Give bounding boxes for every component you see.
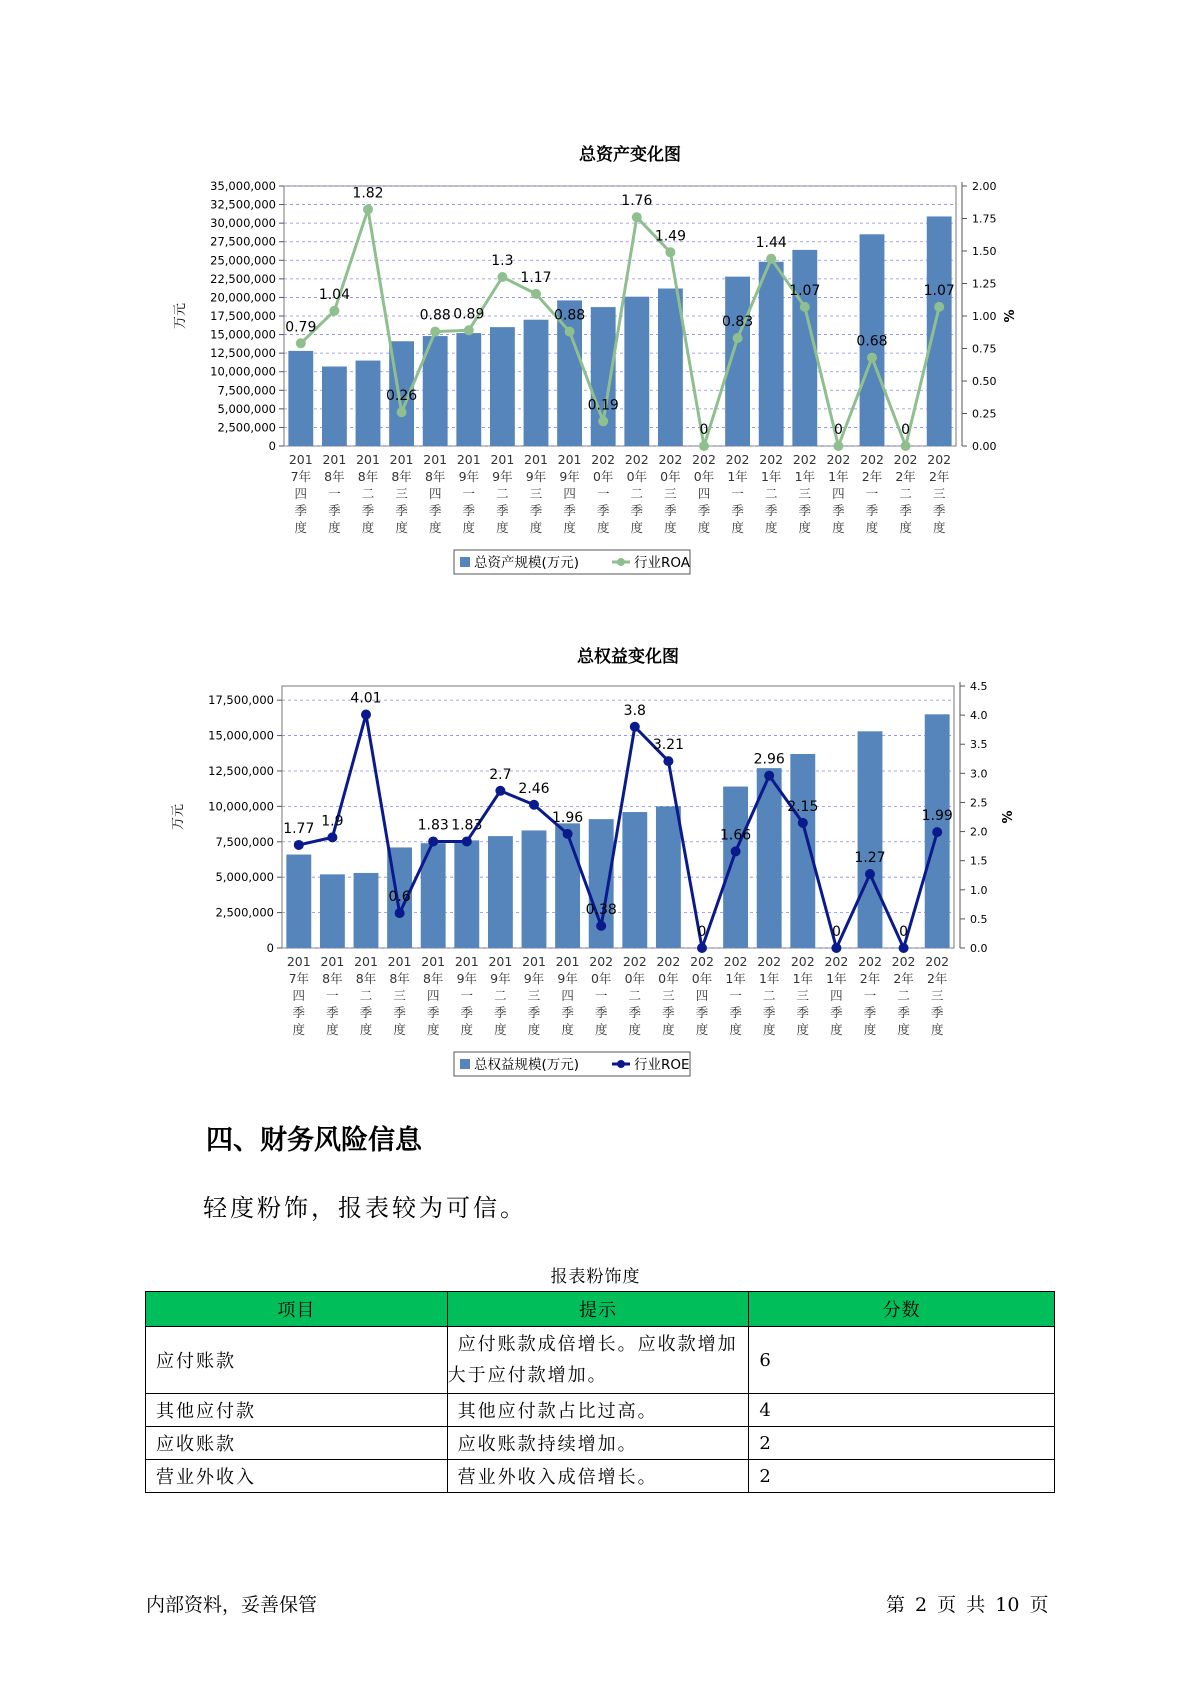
data-label: 1.3: [491, 253, 514, 269]
table-row: [146, 1427, 1055, 1460]
bar: [723, 787, 748, 948]
y2-tick-label: 0.50: [972, 375, 997, 388]
y-tick-label: 5,000,000: [215, 870, 274, 885]
y2-tick-label: 0.00: [972, 440, 997, 453]
series-point: [733, 333, 743, 343]
bar: [490, 327, 515, 446]
data-label: 0: [697, 924, 707, 940]
row-hint-line2: 大于应付款增加。: [447, 1365, 608, 1386]
legend-label-bar: 总资产规模(万元): [474, 555, 580, 571]
chart-title: 总资产变化图: [579, 145, 681, 165]
bar: [658, 289, 683, 446]
bar: [624, 297, 649, 446]
series-point: [462, 836, 472, 846]
x-tick-label: 202 2年一季度: [860, 452, 884, 535]
bar: [555, 823, 580, 948]
whitewash-table: [145, 1291, 1055, 1493]
y2-tick-label: 1.00: [972, 310, 997, 323]
data-label: 0.88: [419, 307, 451, 324]
data-label: 0: [699, 422, 709, 438]
x-tick-label: 202 0年四季度: [690, 954, 714, 1037]
y-tick-label: 30,000,000: [210, 216, 276, 231]
x-tick-label: 202 1年一季度: [725, 452, 750, 535]
series-point: [296, 338, 306, 348]
series-point: [766, 254, 776, 264]
table-row: [146, 1460, 1055, 1493]
data-label: 0.19: [587, 397, 619, 414]
y-tick-label: 22,500,000: [210, 271, 276, 286]
series-point: [764, 771, 774, 781]
data-label: 0: [899, 924, 909, 940]
series-point: [833, 441, 843, 451]
x-tick-label: 202 1年二季度: [759, 452, 784, 535]
row-score: 2: [749, 1427, 1055, 1460]
data-label: 2.7: [489, 766, 512, 783]
data-label: 0.38: [585, 901, 617, 918]
row-score: 4: [749, 1394, 1055, 1427]
data-label: 1.04: [318, 286, 350, 303]
legend: [454, 1052, 690, 1076]
x-tick-label: 201 9年三季度: [524, 452, 548, 535]
bar: [320, 874, 345, 948]
y2-tick-label: 2.5: [970, 796, 988, 810]
bar: [622, 812, 647, 948]
x-tick-label: 202 2年一季度: [858, 954, 882, 1037]
series-point: [397, 407, 407, 417]
row-hint: 营业外收入成倍增长。: [447, 1460, 749, 1493]
series-point: [294, 840, 304, 850]
legend-swatch-marker: [617, 1060, 625, 1068]
x-tick-label: 202 1年三季度: [790, 954, 815, 1037]
y-tick-label: 27,500,000: [210, 234, 276, 249]
header-item: 项目: [146, 1292, 448, 1327]
x-tick-label: 201 9年四季度: [555, 954, 580, 1037]
series-point: [327, 832, 337, 842]
y2-tick-label: 2.0: [970, 825, 988, 839]
series-point: [531, 289, 541, 299]
data-label: 3.21: [652, 737, 684, 754]
x-tick-label: 202 0年四季度: [692, 452, 716, 535]
data-label: 1.96: [552, 809, 584, 826]
series-point: [630, 722, 640, 732]
data-label: 1.07: [789, 282, 821, 299]
x-tick-label: 202 0年二季度: [622, 954, 647, 1037]
data-label: 1.66: [720, 827, 752, 844]
x-tick-label: 201 8年一季度: [322, 452, 347, 535]
y-tick-label: 32,500,000: [210, 197, 276, 212]
x-tick-label: 201 9年一季度: [456, 452, 481, 535]
series-point: [665, 247, 675, 257]
x-tick-label: 202 2年三季度: [925, 954, 950, 1037]
y-tick-label: 35,000,000: [210, 179, 276, 193]
bar: [522, 830, 547, 948]
data-label: 1.27: [854, 850, 886, 867]
series-point: [663, 756, 673, 766]
x-tick-label: 202 0年一季度: [591, 452, 616, 535]
y2-axis-title: %: [1001, 810, 1016, 824]
y-tick-label: 7,500,000: [217, 383, 276, 398]
x-tick-label: 201 8年三季度: [389, 452, 414, 535]
data-label: 1.77: [283, 820, 315, 837]
series-point: [934, 302, 944, 312]
y2-tick-label: 0.25: [972, 407, 997, 421]
series-point: [565, 327, 575, 337]
legend-label-line: 行业ROA: [634, 555, 691, 571]
series-point: [899, 943, 909, 953]
series-point: [363, 204, 373, 214]
footer-confidential: 内部资料，妥善保管: [146, 1594, 318, 1616]
y2-tick-label: 2.00: [972, 180, 997, 193]
data-label: 1.17: [520, 269, 552, 286]
bar: [322, 367, 347, 446]
data-label: 2.15: [787, 798, 819, 815]
y-tick-label: 7,500,000: [215, 834, 274, 849]
table-header-row: [146, 1292, 1055, 1327]
y2-tick-label: 1.5: [970, 854, 988, 868]
x-tick-label: 202 1年四季度: [826, 452, 851, 535]
bar: [286, 855, 311, 948]
x-tick-label: 201 7年四季度: [288, 452, 313, 535]
y-tick-label: 0: [268, 439, 276, 453]
bar: [927, 216, 952, 446]
x-tick-label: 201 8年一季度: [320, 954, 345, 1037]
series-point: [495, 786, 505, 796]
x-tick-label: 201 8年二季度: [356, 452, 380, 535]
x-tick-label: 201 8年四季度: [423, 452, 448, 535]
y2-tick-label: 1.0: [970, 883, 988, 897]
bar: [524, 320, 549, 446]
data-label: 1.07: [923, 282, 955, 299]
x-tick-label: 202 2年三季度: [927, 452, 952, 535]
x-tick-label: 201 9年三季度: [522, 954, 546, 1037]
row-score: 2: [749, 1460, 1055, 1493]
data-label: 1.83: [417, 817, 449, 834]
y-tick-label: 10,000,000: [210, 364, 276, 379]
y2-tick-label: 1.50: [972, 245, 997, 258]
series-point: [865, 869, 875, 879]
data-label: 0.6: [388, 889, 411, 906]
y2-axis-title: %: [1003, 309, 1018, 323]
x-tick-label: 202 0年三季度: [656, 954, 681, 1037]
data-label: 0.83: [722, 314, 754, 331]
data-label: 1.9: [321, 813, 344, 830]
series-point: [901, 441, 911, 451]
legend-swatch-bar: [460, 1059, 470, 1069]
y-tick-label: 5,000,000: [217, 401, 276, 416]
bar: [488, 836, 513, 948]
data-label: 1.49: [654, 228, 686, 245]
x-tick-label: 201 8年四季度: [421, 954, 446, 1037]
x-tick-label: 201 9年二季度: [490, 452, 515, 535]
y-tick-label: 2,500,000: [217, 420, 276, 435]
y-tick-label: 2,500,000: [215, 905, 274, 920]
row-item: 应付账款: [146, 1327, 448, 1394]
x-tick-label: 201 9年四季度: [557, 452, 582, 535]
x-tick-label: 201 9年二季度: [488, 954, 513, 1037]
x-tick-label: 202 1年二季度: [757, 954, 782, 1037]
data-label: 1.83: [451, 817, 483, 834]
y-tick-label: 12,500,000: [210, 346, 276, 361]
series-point: [529, 800, 539, 810]
y-tick-label: 17,500,000: [210, 309, 276, 323]
risk-summary: 轻度粉饰，报表较为可信。: [203, 1194, 527, 1222]
x-tick-label: 201 8年三季度: [387, 954, 412, 1037]
x-tick-label: 202 1年三季度: [792, 452, 817, 535]
bar: [759, 262, 784, 446]
series-point: [395, 908, 405, 918]
bar: [456, 333, 481, 446]
y-tick-label: 10,000,000: [208, 799, 274, 814]
x-tick-label: 202 2年二季度: [891, 954, 916, 1037]
row-hint: 应收账款持续增加。: [447, 1427, 749, 1460]
y2-tick-label: 4.0: [970, 709, 988, 723]
series-point: [867, 353, 877, 363]
x-tick-label: 202 1年一季度: [723, 954, 748, 1037]
bar: [656, 806, 681, 948]
header-hint: 提示: [447, 1292, 749, 1327]
y-tick-label: 17,500,000: [208, 693, 274, 708]
y2-tick-label: 3.0: [970, 767, 988, 781]
y-tick-label: 20,000,000: [210, 290, 276, 305]
series-point: [361, 710, 371, 720]
series-point: [497, 272, 507, 282]
data-label: 0.88: [554, 307, 586, 324]
series-point: [428, 836, 438, 846]
series-point: [699, 441, 709, 451]
row-hint-line1: 应付账款成倍增长。应收款增加: [457, 1334, 738, 1355]
data-label: 4.01: [350, 690, 382, 707]
table-row: [146, 1327, 1055, 1394]
data-label: 3.8: [623, 702, 646, 719]
footer-page-number: 第 2 页 共 10 页: [886, 1594, 1049, 1616]
series-point: [798, 818, 808, 828]
bar: [858, 731, 883, 948]
x-tick-label: 201 8年二季度: [354, 954, 378, 1037]
chart-title: 总权益变化图: [577, 647, 679, 667]
x-tick-label: 202 0年三季度: [658, 452, 683, 535]
row-item: 营业外收入: [146, 1460, 448, 1493]
bar: [356, 361, 381, 446]
series-point: [632, 212, 642, 222]
data-label: 1.82: [352, 185, 384, 202]
row-hint: [447, 1327, 749, 1394]
row-item: 应收账款: [146, 1427, 448, 1460]
total-assets-chart: [0, 130, 1191, 600]
data-label: 1.76: [621, 193, 653, 210]
series-point: [831, 943, 841, 953]
bar: [354, 873, 379, 948]
y-tick-label: 15,000,000: [208, 728, 274, 743]
x-tick-label: 202 0年二季度: [624, 452, 649, 535]
x-tick-label: 202 1年四季度: [824, 954, 849, 1037]
legend: [454, 550, 691, 574]
data-label: 2.46: [518, 780, 550, 797]
y-tick-label: 0: [266, 941, 274, 955]
series-point: [800, 302, 810, 312]
section-heading: 四、财务风险信息: [206, 1125, 422, 1156]
legend-label-line: 行业ROE: [634, 1057, 690, 1073]
series-point: [596, 921, 606, 931]
row-hint: 其他应付款占比过高。: [447, 1394, 749, 1427]
x-tick-label: 201 9年一季度: [454, 954, 479, 1037]
data-label: 1.99: [921, 808, 953, 825]
series-point: [598, 416, 608, 426]
y-tick-label: 25,000,000: [210, 253, 276, 268]
bar: [288, 351, 313, 446]
data-label: 0: [833, 422, 843, 438]
x-tick-label: 202 0年一季度: [589, 954, 614, 1037]
y2-tick-label: 0.75: [972, 342, 997, 356]
series-point: [430, 327, 440, 337]
row-score: 6: [749, 1327, 1055, 1394]
data-label: 0.68: [856, 333, 888, 350]
series-point: [563, 829, 573, 839]
table-caption: 报表粉饰度: [550, 1267, 641, 1287]
row-item: 其他应付款: [146, 1394, 448, 1427]
data-label: 0: [901, 422, 911, 438]
header-score: 分数: [749, 1292, 1055, 1327]
y2-tick-label: 0.0: [970, 942, 988, 955]
series-point: [932, 827, 942, 837]
total-equity-chart: [0, 632, 1191, 1102]
y2-tick-label: 0.5: [970, 912, 988, 926]
bar: [454, 840, 479, 948]
data-label: 2.96: [753, 751, 785, 768]
data-label: 0.89: [453, 306, 485, 323]
data-label: 0.79: [285, 319, 317, 336]
x-tick-label: 202 2年二季度: [893, 452, 918, 535]
x-tick-label: 201 7年四季度: [286, 954, 311, 1037]
y2-tick-label: 4.5: [970, 680, 988, 693]
legend-label-bar: 总权益规模(万元): [474, 1057, 580, 1073]
y-tick-label: 15,000,000: [210, 327, 276, 342]
legend-swatch-bar: [460, 557, 470, 567]
data-label: 1.44: [755, 234, 787, 251]
series-point: [731, 846, 741, 856]
y-axis-title: 万元: [171, 803, 186, 831]
data-label: 0.26: [386, 388, 418, 405]
table-row: [146, 1394, 1055, 1427]
y2-tick-label: 3.5: [970, 738, 988, 752]
data-label: 0: [831, 924, 841, 940]
series-point: [464, 325, 474, 335]
series-point: [329, 306, 339, 316]
y-tick-label: 12,500,000: [208, 763, 274, 778]
y2-tick-label: 1.25: [972, 277, 997, 291]
y-axis-title: 万元: [173, 302, 188, 330]
legend-swatch-marker: [617, 558, 625, 566]
y2-tick-label: 1.75: [972, 212, 997, 226]
series-point: [697, 943, 707, 953]
